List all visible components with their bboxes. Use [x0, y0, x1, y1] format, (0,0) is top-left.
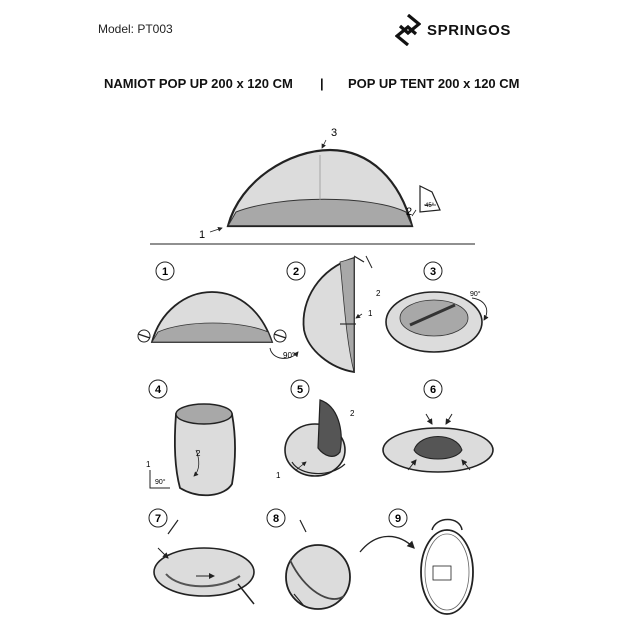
step-7-number: 7: [154, 513, 162, 525]
step-2-number: 2: [292, 266, 300, 278]
step-1-number: 1: [161, 266, 169, 278]
step-3-illustration: [386, 292, 487, 352]
step-5-label-1: 1: [276, 471, 281, 480]
step-5-number: 5: [296, 384, 304, 396]
step-4-label-2: 2: [196, 449, 201, 458]
step-9-illustration: [421, 520, 473, 615]
title-en: POP UP TENT 200 x 120 CM: [348, 76, 520, 91]
step-3-number: 3: [429, 266, 437, 278]
overview-callout-3: 3: [331, 127, 338, 139]
step-1-illustration: [138, 292, 298, 358]
step-9-number: 9: [394, 513, 402, 525]
model-number: Model: PT003: [98, 22, 173, 36]
step-7-illustration: [154, 520, 254, 604]
overview-tent: [210, 140, 440, 232]
step-5-illustration: [285, 400, 345, 476]
step-4-label-1: 1: [146, 460, 151, 469]
step-6-number: 6: [429, 384, 437, 396]
step-6-illustration: [383, 414, 493, 472]
step-5-label-2: 2: [350, 409, 355, 418]
step-2-label-1: 1: [368, 309, 373, 318]
overview-callout-1: 1: [199, 229, 206, 241]
step-3-angle-label: 90°: [470, 291, 481, 298]
step-4-angle-label: 90°: [155, 479, 166, 486]
step-2-label-2: 2: [376, 289, 381, 298]
arrow-icon: [360, 536, 414, 552]
step-1-angle-label: 90°: [283, 351, 296, 360]
overview-angle-label: 45°: [425, 203, 435, 209]
title-separator: |: [320, 76, 324, 91]
step-2-illustration: [303, 256, 372, 372]
step-8-number: 8: [272, 513, 280, 525]
brand-name: SPRINGOS: [427, 21, 511, 39]
title-pl: NAMIOT POP UP 200 x 120 CM: [104, 76, 293, 91]
overview-callout-2: 2: [406, 206, 413, 218]
step-8-illustration: [286, 520, 350, 609]
step-4-number: 4: [154, 384, 162, 396]
